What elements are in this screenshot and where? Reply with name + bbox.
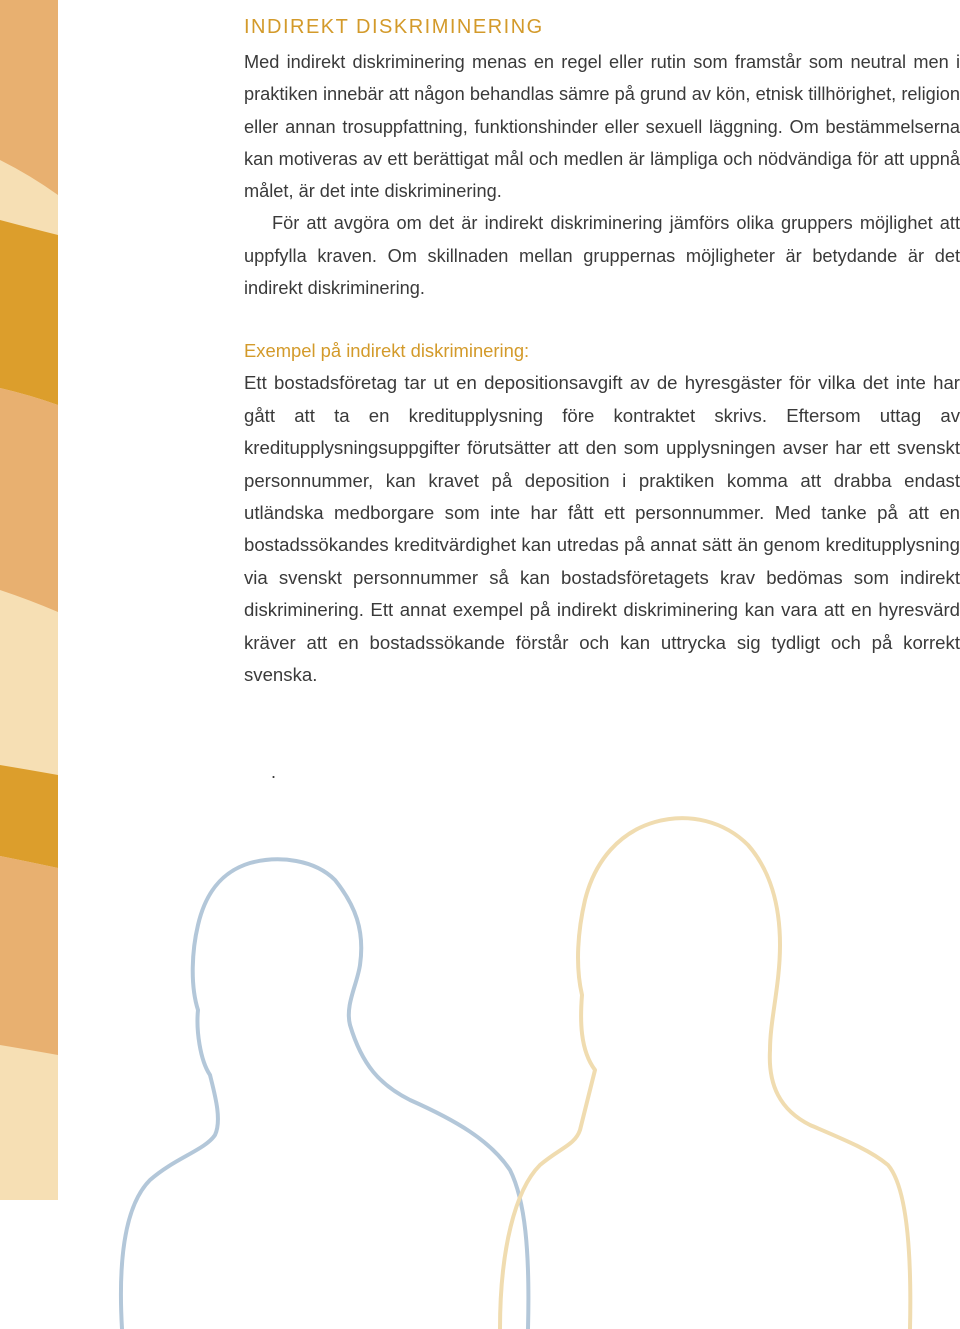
section-paragraph-2: För att avgöra om det är indirekt diskriminering jämförs olika gruppers möjlighet att uppfylla kraven. Om skillnaden mellan gruppernas möjligheter är betydande är det indirekt diskriminering. bbox=[244, 213, 960, 299]
example-paragraph: Ett bostadsföretag tar ut en depositionsavgift av de hyresgäster för vilka det inte har gått att ta en kreditupplysning före kontraktet skrivs. Eftersom uttag av kreditupplysningsuppgifter förutsätter att den som upplysningen avser har ett svenskt personnummer, kan kravet på deposition i praktiken komma att drabba endast utländska medborgare som inte har fått ett personnummer. Med tanke på att en bostadssökandes kreditvärdighet kan utredas på annat sätt än genom kreditupplysning via svenskt personnummer så kan bostadsföretagets krav bedömas som indirekt diskriminering. Ett annat exempel på indirekt diskriminering kan vara att en hyresvärd kräver att en bostadssökande förstår och kan uttrycka sig tydligt och på korrekt svenska. bbox=[244, 372, 960, 686]
section-heading: INDIREKT DISKRIMINERING bbox=[244, 16, 544, 38]
stray-mark: . bbox=[271, 762, 277, 782]
main-content bbox=[244, 14, 960, 691]
section-paragraph-1: Med indirekt diskriminering menas en regel eller rutin som framstår som neutral men i praktiken innebär att någon behandlas sämre på grund av kön, etnisk tillhörighet, religion eller annan trosuppfattning, funktionshinder eller sexuell läggning. Om bestämmelserna kan motiveras av ett berättigat mål och medlen är lämpliga och nödvändiga för att uppnå målet, är det inte diskriminering. bbox=[244, 52, 960, 202]
side-color-band bbox=[0, 0, 58, 1200]
example-heading: Exempel på indirekt diskriminering: bbox=[244, 340, 530, 362]
right-person-silhouette-icon bbox=[500, 818, 910, 1329]
left-person-silhouette-icon bbox=[121, 859, 528, 1329]
